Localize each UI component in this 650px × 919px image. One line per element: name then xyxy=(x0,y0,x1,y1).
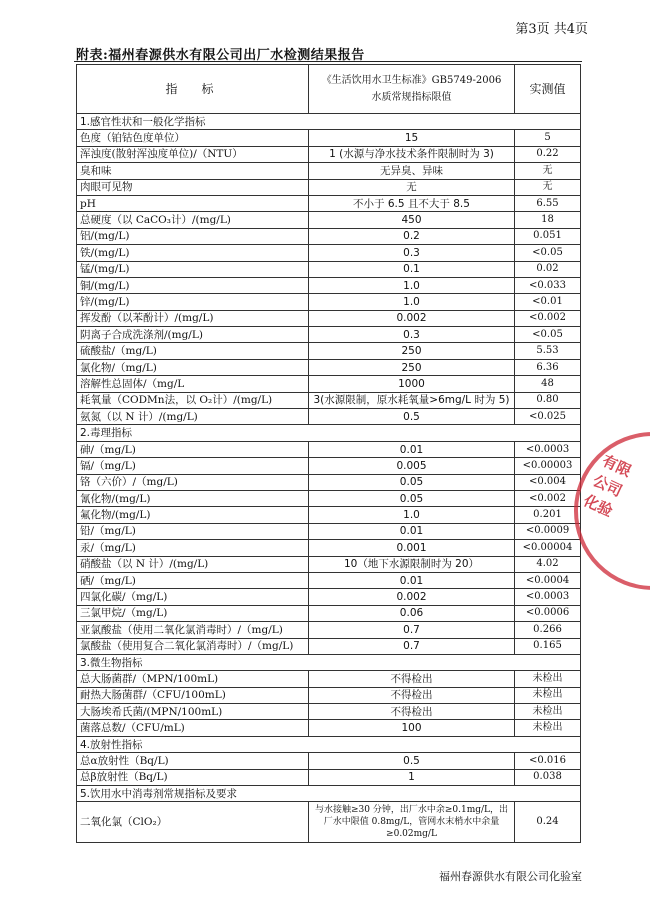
standard-limit: 不得检出 xyxy=(309,671,515,687)
standard-limit: 0.002 xyxy=(309,310,515,326)
standard-limit: 0.7 xyxy=(309,638,515,654)
measured-value: 0.80 xyxy=(515,392,581,408)
table-row xyxy=(77,572,581,588)
measured-value: <0.00004 xyxy=(515,540,581,556)
table-row xyxy=(77,228,581,244)
standard-limit: 0.05 xyxy=(309,490,515,506)
measured-value: 0.02 xyxy=(515,261,581,277)
section-title: 1.感官性状和一般化学指标 xyxy=(77,114,581,130)
indicator-name: 氨氮（以 N 计）/(mg/L) xyxy=(77,409,309,425)
table-row xyxy=(77,605,581,621)
header-indicator: 指 标 xyxy=(77,65,309,114)
indicator-name: 亚氯酸盐（使用二氧化氯消毒时）/（mg/L) xyxy=(77,622,309,638)
section-title: 4.放射性指标 xyxy=(77,736,581,752)
indicator-name: 铅/（mg/L) xyxy=(77,523,309,539)
measured-value: <0.0004 xyxy=(515,572,581,588)
table-row xyxy=(77,720,581,736)
indicator-name: 氯化物/（mg/L) xyxy=(77,359,309,375)
indicator-name: 锌/(mg/L) xyxy=(77,294,309,310)
header-standard xyxy=(309,65,515,114)
standard-limit: 0.01 xyxy=(309,572,515,588)
standard-limit: 不得检出 xyxy=(309,687,515,703)
measured-value: 5 xyxy=(515,130,581,146)
table-row xyxy=(77,195,581,211)
standard-limit: 无 xyxy=(309,179,515,195)
indicator-name: pH xyxy=(77,195,309,211)
measured-value: 无 xyxy=(515,179,581,195)
standard-limit: 1 (水源与净水技术条件限制时为 3) xyxy=(309,146,515,162)
header-standard-line2: 水质常规指标限值 xyxy=(371,92,452,103)
indicator-name: 砷/（mg/L) xyxy=(77,441,309,457)
measured-value: <0.0003 xyxy=(515,441,581,457)
section-header-row xyxy=(77,786,581,802)
measured-value: 未检出 xyxy=(515,671,581,687)
table-header-row xyxy=(77,65,581,114)
indicator-name: 二氧化氯（ClO₂） xyxy=(77,802,309,843)
measured-value: 0.266 xyxy=(515,622,581,638)
measured-value: <0.00003 xyxy=(515,458,581,474)
standard-limit: 0.5 xyxy=(309,753,515,769)
measured-value: 6.36 xyxy=(515,359,581,375)
standard-limit: 0.01 xyxy=(309,441,515,457)
standard-limit: 0.06 xyxy=(309,605,515,621)
table-row xyxy=(77,212,581,228)
standard-limit: 0.7 xyxy=(309,622,515,638)
standard-limit: 250 xyxy=(309,343,515,359)
measured-value: 0.201 xyxy=(515,507,581,523)
standard-limit: 不小于 6.5 且不大于 8.5 xyxy=(309,195,515,211)
section-header-row xyxy=(77,114,581,130)
indicator-name: 肉眼可见物 xyxy=(77,179,309,195)
indicator-name: 耐热大肠菌群/（CFU/100mL) xyxy=(77,687,309,703)
indicator-name: 溶解性总固体/（mg/L xyxy=(77,376,309,392)
title-underline xyxy=(74,61,582,62)
measured-value: <0.016 xyxy=(515,753,581,769)
indicator-name: 铁/(mg/L) xyxy=(77,245,309,261)
measured-value: 6.55 xyxy=(515,195,581,211)
standard-limit: 100 xyxy=(309,720,515,736)
table-row xyxy=(77,163,581,179)
indicator-name: 臭和味 xyxy=(77,163,309,179)
table-row xyxy=(77,294,581,310)
measured-value: 未检出 xyxy=(515,704,581,720)
indicator-name: 菌落总数/（CFU/mL) xyxy=(77,720,309,736)
indicator-name: 总硬度（以 CaCO₃计）/(mg/L) xyxy=(77,212,309,228)
measured-value: <0.033 xyxy=(515,277,581,293)
indicator-name: 挥发酚（以苯酚计）/(mg/L) xyxy=(77,310,309,326)
standard-limit: 不得检出 xyxy=(309,704,515,720)
standard-limit: 3(水源限制，原水耗氧量>6mg/L 时为 5) xyxy=(309,392,515,408)
standard-limit: 1.0 xyxy=(309,294,515,310)
measured-value: <0.002 xyxy=(515,310,581,326)
results-table xyxy=(76,64,581,843)
standard-limit: 0.5 xyxy=(309,409,515,425)
header-measured: 实测值 xyxy=(515,65,581,114)
standard-limit: 无异臭、异味 xyxy=(309,163,515,179)
section-title: 3.微生物指标 xyxy=(77,654,581,670)
indicator-name: 四氯化碳/（mg/L) xyxy=(77,589,309,605)
table-row-chlorine-dioxide xyxy=(77,802,581,843)
section-header-row xyxy=(77,736,581,752)
table-row xyxy=(77,441,581,457)
standard-limit: 1 xyxy=(309,769,515,785)
standard-limit: 0.3 xyxy=(309,327,515,343)
table-row xyxy=(77,130,581,146)
indicator-name: 氯酸盐（使用复合二氧化氯消毒时）/（mg/L) xyxy=(77,638,309,654)
measured-value: <0.0003 xyxy=(515,589,581,605)
table-row xyxy=(77,490,581,506)
measured-value: <0.0009 xyxy=(515,523,581,539)
measured-value: 48 xyxy=(515,376,581,392)
table-row xyxy=(77,343,581,359)
table-body xyxy=(77,114,581,843)
standard-limit: 0.1 xyxy=(309,261,515,277)
indicator-name: 镉/（mg/L) xyxy=(77,458,309,474)
table-row xyxy=(77,359,581,375)
measured-value: 0.22 xyxy=(515,146,581,162)
indicator-name: 三氯甲烷/（mg/L) xyxy=(77,605,309,621)
table-row xyxy=(77,179,581,195)
table-row xyxy=(77,589,581,605)
measured-value: 0.038 xyxy=(515,769,581,785)
measured-value: <0.025 xyxy=(515,409,581,425)
table-row xyxy=(77,556,581,572)
table-row xyxy=(77,638,581,654)
indicator-name: 耗氧量（CODMn法，以 O₂计）/(mg/L) xyxy=(77,392,309,408)
measured-value: 未检出 xyxy=(515,720,581,736)
measured-value: 18 xyxy=(515,212,581,228)
measured-value: 4.02 xyxy=(515,556,581,572)
footer-lab-name: 福州春源供水有限公司化验室 xyxy=(439,870,582,883)
measured-value: 无 xyxy=(515,163,581,179)
section-header-row xyxy=(77,425,581,441)
standard-limit: 0.05 xyxy=(309,474,515,490)
standard-limit: 0.2 xyxy=(309,228,515,244)
standard-limit: 10（地下水源限制时为 20） xyxy=(309,556,515,572)
measured-value: <0.05 xyxy=(515,245,581,261)
table-row xyxy=(77,507,581,523)
standard-limit: 1000 xyxy=(309,376,515,392)
table-row xyxy=(77,261,581,277)
section-title: 5.饮用水中消毒剂常规指标及要求 xyxy=(77,786,581,802)
table-row xyxy=(77,327,581,343)
indicator-name: 铜/(mg/L) xyxy=(77,277,309,293)
table-row xyxy=(77,310,581,326)
standard-limit: 250 xyxy=(309,359,515,375)
measured-value: <0.002 xyxy=(515,490,581,506)
section-title: 2.毒理指标 xyxy=(77,425,581,441)
table-row xyxy=(77,622,581,638)
standard-limit: 与水接触≥30 分钟，出厂水中余≥0.1mg/L，出厂水中限值 0.8mg/L，管网水末梢水中余量≥0.02mg/L xyxy=(309,802,515,843)
standard-limit: 1.0 xyxy=(309,507,515,523)
report-title: 附表:福州春源供水有限公司出厂水检测结果报告 xyxy=(76,48,365,63)
measured-value: 0.051 xyxy=(515,228,581,244)
indicator-name: 大肠埃希氏菌/(MPN/100mL) xyxy=(77,704,309,720)
standard-limit: 15 xyxy=(309,130,515,146)
table-row xyxy=(77,540,581,556)
table-row xyxy=(77,474,581,490)
measured-value: <0.05 xyxy=(515,327,581,343)
header-standard-line1: 《生活饮用水卫生标准》GB5749-2006 xyxy=(321,75,502,86)
indicator-name: 总大肠菌群/（MPN/100mL) xyxy=(77,671,309,687)
indicator-name: 总β放射性（Bq/L) xyxy=(77,769,309,785)
section-header-row xyxy=(77,654,581,670)
standard-limit: 0.01 xyxy=(309,523,515,539)
table-row xyxy=(77,392,581,408)
table-row xyxy=(77,687,581,703)
standard-limit: 0.002 xyxy=(309,589,515,605)
measured-value: 未检出 xyxy=(515,687,581,703)
standard-limit: 450 xyxy=(309,212,515,228)
measured-value: <0.004 xyxy=(515,474,581,490)
table-row xyxy=(77,277,581,293)
table-row xyxy=(77,245,581,261)
indicator-name: 汞/（mg/L) xyxy=(77,540,309,556)
standard-limit: 1.0 xyxy=(309,277,515,293)
table-row xyxy=(77,376,581,392)
indicator-name: 锰/(mg/L) xyxy=(77,261,309,277)
page-number: 第3页 共4页 xyxy=(515,22,588,37)
table-row xyxy=(77,671,581,687)
table-row xyxy=(77,409,581,425)
indicator-name: 色度（铂钴色度单位） xyxy=(77,130,309,146)
measured-value: 0.24 xyxy=(515,802,581,843)
indicator-name: 总α放射性（Bq/L) xyxy=(77,753,309,769)
standard-limit: 0.001 xyxy=(309,540,515,556)
measured-value: 5.53 xyxy=(515,343,581,359)
indicator-name: 阴离子合成洗涤剂/(mg/L) xyxy=(77,327,309,343)
indicator-name: 铬（六价）/（mg/L) xyxy=(77,474,309,490)
table-row xyxy=(77,523,581,539)
indicator-name: 硝酸盐（以 N 计）/(mg/L) xyxy=(77,556,309,572)
table-row xyxy=(77,753,581,769)
indicator-name: 铝/(mg/L) xyxy=(77,228,309,244)
measured-value: <0.0006 xyxy=(515,605,581,621)
table-row xyxy=(77,704,581,720)
official-seal-text: 有限 公司 化验 xyxy=(580,451,635,521)
indicator-name: 浑浊度(散射浑浊度单位)/（NTU） xyxy=(77,146,309,162)
standard-limit: 0.3 xyxy=(309,245,515,261)
measured-value: <0.01 xyxy=(515,294,581,310)
indicator-name: 硒/（mg/L) xyxy=(77,572,309,588)
table-row xyxy=(77,146,581,162)
indicator-name: 氟化物/(mg/L) xyxy=(77,507,309,523)
table-row xyxy=(77,769,581,785)
measured-value: 0.165 xyxy=(515,638,581,654)
indicator-name: 硫酸盐/（mg/L) xyxy=(77,343,309,359)
table-row xyxy=(77,458,581,474)
indicator-name: 氰化物/(mg/L) xyxy=(77,490,309,506)
standard-limit: 0.005 xyxy=(309,458,515,474)
